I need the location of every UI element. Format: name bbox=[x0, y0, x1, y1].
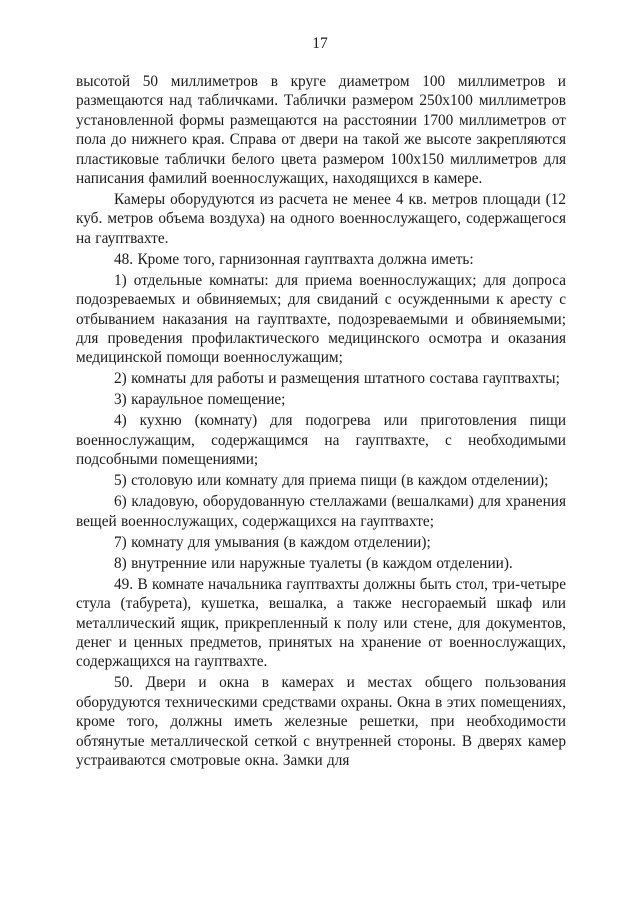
list-item-48-5: 5) столовую или комнату для приема пищи (в каждом отделении); bbox=[114, 472, 549, 490]
list-item-48-1: 1) отдельные комнаты: для приема военнослужащих; для допроса подозреваемых и обвиняемых; для свиданий с осужденными к аресту с отбыванием наказания на гауптвахте, подозреваемыми и обвиняемыми; для проведения профилактического медицинского осмотра и оказания медицинской помощи военнослужащим; bbox=[76, 271, 566, 367]
paragraph-item-49: 49. В комнате начальника гауптвахты должны быть стол, три-четыре стула (табурета), кушетка, вешалка, а также несгораемый шкаф или металлический ящик, прикрепленный к полу или стене, для документов, денег и ценных предметов, принятых на хранение от военнослужащих, содержащихся на гауптвахте. bbox=[76, 575, 566, 671]
list-item-48-6: 6) кладовую, оборудованную стеллажами (вешалками) для хранения вещей военнослужащих, содержащихся на гауптвахте; bbox=[76, 493, 566, 530]
list-item-48-2: 2) комнаты для работы и размещения штатного состава гауптвахты; bbox=[114, 370, 560, 388]
list-item-48-8: 8) внутренние или наружные туалеты (в каждом отделении). bbox=[114, 554, 513, 572]
paragraph-item-50: 50. Двери и окна в камерах и местах общего пользования оборудуются техническими средствами охраны. Окна в этих помещениях, кроме того, должны иметь железные решетки, при необходимости обтянутые металлической сеткой с внутренней стороны. В дверях камер устраиваются смотровые окна. Замки для bbox=[76, 674, 566, 769]
paragraph-continuation: высотой 50 миллиметров в круге диаметром 100 миллиметров и размещаются над табличками. Таблички размером 250x100 миллиметров установленной формы размещаются на расстоянии 1700 миллиметров от пола до нижнего края. Справа от двери на такой же высоте закрепляются пластиковые таблички белого цвета размером 100x150 миллиметров для написания фамилий военнослужащих, находящихся в камере. bbox=[76, 73, 566, 188]
page-number: 17 bbox=[312, 35, 328, 52]
paragraph-cell-area: Камеры оборудуются из расчета не менее 4 кв. метров площади (12 куб. метров объема воздуха) на одного военнослужащего, содержащегося на гауптвахте. bbox=[76, 191, 566, 247]
list-item-48-4: 4) кухню (комнату) для подогрева или приготовления пищи военнослужащим, содержащимся на гауптвахте, с необходимыми подсобными помещениями; bbox=[76, 412, 566, 469]
list-item-48-3: 3) караульное помещение; bbox=[114, 391, 286, 409]
paragraph-item-48: 48. Кроме того, гарнизонная гауптвахта должна иметь: bbox=[114, 250, 474, 268]
list-item-48-7: 7) комнату для умывания (в каждом отделении); bbox=[114, 533, 431, 551]
document-body bbox=[76, 72, 566, 772]
